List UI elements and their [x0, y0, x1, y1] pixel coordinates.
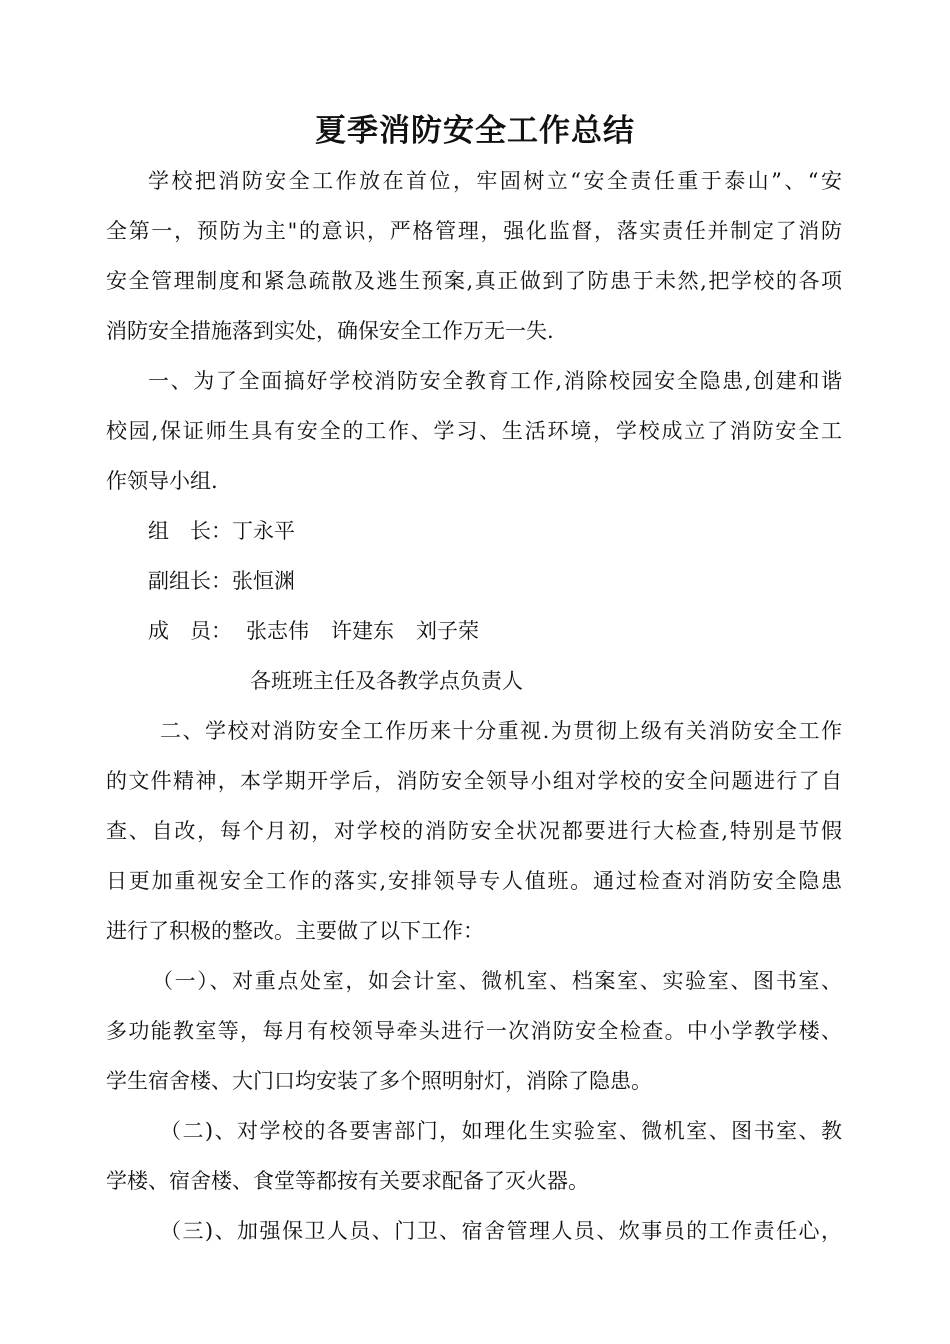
- section1-line-3: 作领导小组.: [106, 469, 218, 493]
- section2-line-2: 的文件精神，本学期开学后，消防安全领导小组对学校的安全问题进行了自: [106, 769, 842, 793]
- group-members-extra: 各班班主任及各教学点负责人: [250, 669, 523, 693]
- group-leader-label: 组 长：: [148, 519, 232, 543]
- group-deputy-name: 张恒渊: [232, 569, 295, 593]
- section2-line-3: 查、自改，每个月初，对学校的消防安全状况都要进行大检查,特别是节假: [106, 819, 842, 843]
- group-members-label: 成 员：: [148, 619, 232, 643]
- item1-line-3: 学生宿舍楼、大门口均安装了多个照明射灯，消除了隐患。: [106, 1069, 652, 1093]
- section2-line-1: 二、学校对消防安全工作历来十分重视.为贯彻上级有关消防安全工作: [160, 719, 842, 743]
- intro-line-2: 全第一，预防为主"的意识，严格管理，强化监督，落实责任并制定了消防: [106, 219, 842, 243]
- document-title: 夏季消防安全工作总结: [315, 113, 635, 149]
- item3-line-1: （三)、加强保卫人员、门卫、宿舍管理人员、炊事员的工作责任心，: [160, 1219, 842, 1243]
- group-member-name: 许建东: [331, 619, 394, 643]
- intro-line-4: 消防安全措施落到实处，确保安全工作万无一失.: [106, 319, 554, 343]
- section2-line-5: 进行了积极的整改。主要做了以下工作：: [106, 919, 484, 943]
- group-leader-name: 丁永平: [232, 519, 295, 543]
- group-member-name: 张志伟: [246, 619, 309, 643]
- item1-line-2: 多功能教室等，每月有校领导牵头进行一次消防安全检查。中小学教学楼、: [106, 1019, 842, 1043]
- group-leader-row: [148, 506, 295, 556]
- group-deputy-label: 副组长：: [148, 569, 232, 593]
- group-deputy-row: [148, 556, 295, 606]
- item2-line-1: （二)、对学校的各要害部门，如理化生实验室、微机室、图书室、教: [160, 1119, 842, 1143]
- section1-line-2: 校园,保证师生具有安全的工作、学习、生活环境，学校成立了消防安全工: [106, 419, 842, 443]
- section2-line-4: 日更加重视安全工作的落实,安排领导专人值班。通过检查对消防安全隐患: [106, 869, 842, 893]
- item2-line-2: 学楼、宿舍楼、食堂等都按有关要求配备了灭火器。: [106, 1169, 589, 1193]
- item1-line-1: （一）、对重点处室，如会计室、微机室、档案室、实验室、图书室、: [152, 969, 842, 993]
- group-member-name: 刘子荣: [416, 619, 479, 643]
- intro-line-3: 安全管理制度和紧急疏散及逃生预案,真正做到了防患于未然,把学校的各项: [106, 269, 842, 293]
- section1-line-1: 一、为了全面搞好学校消防安全教育工作,消除校园安全隐患,创建和谐: [148, 369, 842, 393]
- group-members-row: [148, 606, 479, 656]
- intro-line-1: 学校把消防安全工作放在首位，牢固树立“安全责任重于泰山”、“安: [148, 169, 842, 193]
